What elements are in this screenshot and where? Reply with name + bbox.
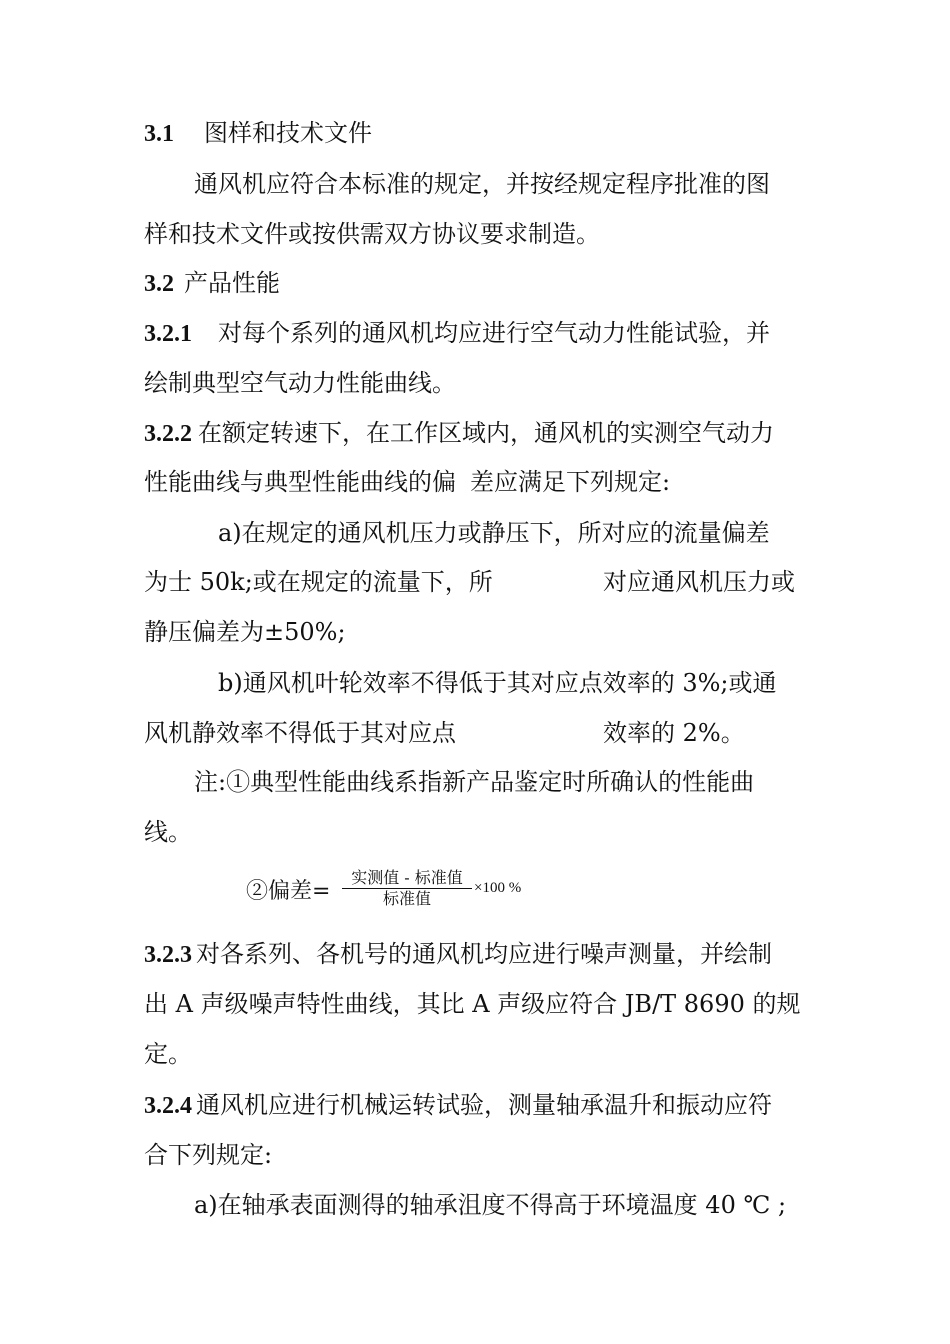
list-item-b-line: b)通风机叶轮效率不得低于其对应点效率的 3%;或通 [218, 669, 777, 697]
paragraph-line [144, 567, 493, 597]
section-3-2-heading [144, 268, 280, 299]
text-part: 效率的 2%。 [603, 719, 745, 747]
section-number: 3.2.3 [144, 942, 192, 968]
section-number: 3.2 [144, 271, 174, 297]
text-part: 为士 50k;或在规定的流量下，所 [144, 568, 493, 596]
paragraph-text: 对各系列、各机号的通风机均应进行噪声测量，并绘制 [196, 940, 772, 968]
section-3-2-4-line [144, 1090, 772, 1121]
paragraph-line [144, 467, 670, 497]
paragraph-line: 静压偏差为±50%; [144, 618, 346, 646]
text-part: 差应满足下列规定: [470, 468, 671, 496]
formula-fraction [342, 868, 472, 909]
paragraph-line: 风机静效率不得低于其对应点 [144, 719, 456, 747]
paragraph-line: 合下列规定: [144, 1141, 273, 1169]
paragraph-line: 绘制典型空气动力性能曲线。 [144, 369, 456, 397]
paragraph-line: 定。 [144, 1040, 192, 1068]
formula-denominator: 标准值 [382, 889, 431, 908]
section-3-2-1-line [144, 318, 770, 349]
formula-factor: ×100 % [474, 880, 522, 896]
list-item-a-line: a)在轴承表面测得的轴承沮度不得高于环境温度 40 ℃ ; [194, 1191, 787, 1219]
paragraph-text: 在额定转速下，在工作区域内，通风机的实测空气动力 [198, 419, 774, 447]
paragraph-line: 线。 [144, 818, 192, 846]
section-number: 3.1 [144, 121, 174, 147]
paragraph-text: 通风机应进行机械运转试验，测量轴承温升和振动应符 [196, 1091, 772, 1119]
section-title: 图样和技术文件 [204, 119, 372, 147]
text-part: 对应通风机压力或 [603, 568, 795, 596]
note-line: 注:①典型性能曲线系指新产品鉴定时所确认的性能曲 [194, 768, 755, 796]
paragraph-text: 对每个系列的通风机均应进行空气动力性能试验，并 [218, 319, 770, 347]
section-number: 3.2.4 [144, 1093, 192, 1119]
formula-numerator: 实测值 - 标准值 [342, 868, 472, 889]
paragraph-line: 出 A 声级噪声特性曲线，其比 A 声级应符合 JB/T 8690 的规 [144, 990, 801, 1018]
paragraph-line: 样和技术文件或按供需双方协议要求制造。 [144, 220, 600, 248]
formula-lhs: ②偏差= [246, 879, 331, 904]
section-3-2-3-line [144, 939, 772, 970]
section-title: 产品性能 [184, 269, 280, 297]
section-number: 3.2.1 [144, 321, 192, 347]
section-3-1-heading [144, 118, 372, 149]
section-3-2-2-line [144, 418, 774, 449]
section-number: 3.2.2 [144, 421, 192, 447]
paragraph-line: 通风机应符合本标准的规定，并按经规定程序批准的图 [194, 170, 770, 198]
list-item-a-line: a)在规定的通风机压力或静压下，所对应的流量偏差 [218, 519, 770, 547]
text-part: 性能曲线与典型性能曲线的偏 [144, 468, 456, 496]
